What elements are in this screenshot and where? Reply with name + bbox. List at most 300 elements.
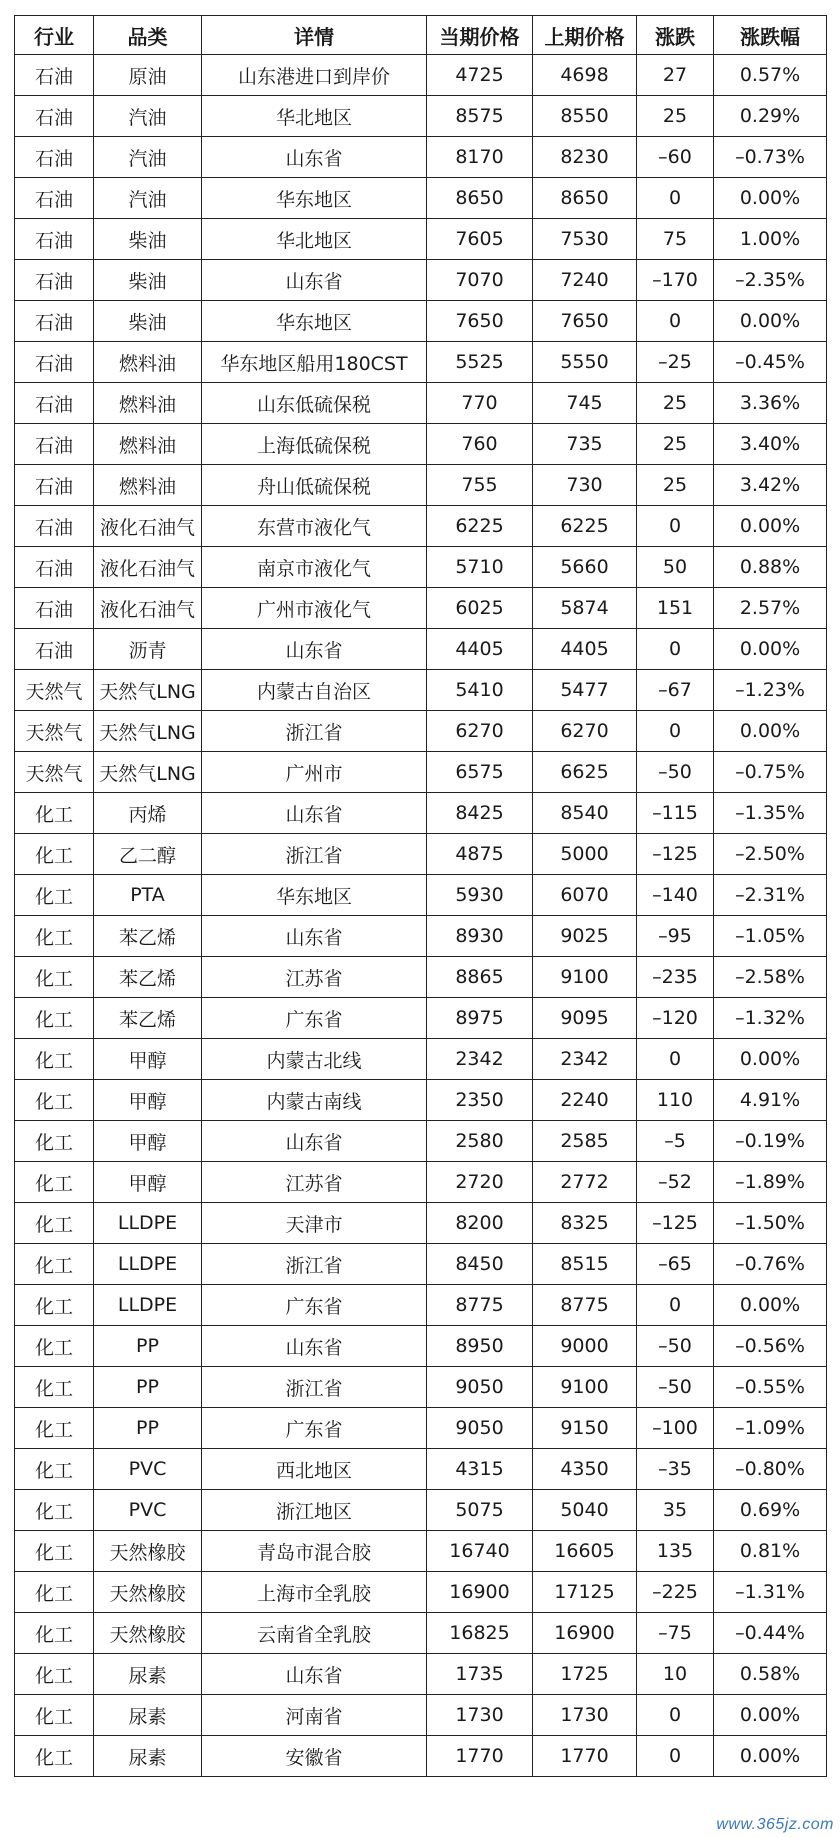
cell-change: –125 bbox=[637, 834, 714, 875]
cell-category: 汽油 bbox=[94, 137, 202, 178]
table-row bbox=[15, 219, 827, 260]
cell-change: 27 bbox=[637, 55, 714, 96]
cell-current-price: 5930 bbox=[427, 875, 533, 916]
cell-detail: 华东地区 bbox=[202, 875, 427, 916]
cell-previous-price: 8540 bbox=[533, 793, 637, 834]
header-previous-price: 上期价格 bbox=[533, 16, 637, 55]
cell-category: 原油 bbox=[94, 55, 202, 96]
cell-change: –60 bbox=[637, 137, 714, 178]
cell-change-percent: 0.00% bbox=[714, 711, 827, 752]
cell-current-price: 6225 bbox=[427, 506, 533, 547]
cell-previous-price: 8550 bbox=[533, 96, 637, 137]
cell-current-price: 6270 bbox=[427, 711, 533, 752]
cell-detail: 山东省 bbox=[202, 916, 427, 957]
cell-detail: 山东省 bbox=[202, 260, 427, 301]
cell-industry: 化工 bbox=[15, 1449, 94, 1490]
cell-detail: 华北地区 bbox=[202, 96, 427, 137]
cell-change: –52 bbox=[637, 1162, 714, 1203]
cell-change-percent: –0.19% bbox=[714, 1121, 827, 1162]
cell-detail: 浙江省 bbox=[202, 1244, 427, 1285]
cell-industry: 石油 bbox=[15, 55, 94, 96]
cell-industry: 化工 bbox=[15, 957, 94, 998]
cell-previous-price: 745 bbox=[533, 383, 637, 424]
cell-category: 汽油 bbox=[94, 178, 202, 219]
table-row bbox=[15, 547, 827, 588]
cell-detail: 天津市 bbox=[202, 1203, 427, 1244]
cell-change: –25 bbox=[637, 342, 714, 383]
cell-detail: 广州市液化气 bbox=[202, 588, 427, 629]
cell-category: 尿素 bbox=[94, 1654, 202, 1695]
cell-detail: 东营市液化气 bbox=[202, 506, 427, 547]
cell-industry: 石油 bbox=[15, 137, 94, 178]
cell-change-percent: 0.00% bbox=[714, 1736, 827, 1777]
cell-previous-price: 1730 bbox=[533, 1695, 637, 1736]
cell-change: 0 bbox=[637, 629, 714, 670]
cell-industry: 化工 bbox=[15, 1080, 94, 1121]
cell-previous-price: 5660 bbox=[533, 547, 637, 588]
cell-industry: 化工 bbox=[15, 1244, 94, 1285]
cell-detail: 山东省 bbox=[202, 1121, 427, 1162]
table-row bbox=[15, 629, 827, 670]
cell-category: PP bbox=[94, 1408, 202, 1449]
cell-industry: 化工 bbox=[15, 1490, 94, 1531]
cell-current-price: 7605 bbox=[427, 219, 533, 260]
cell-category: 尿素 bbox=[94, 1695, 202, 1736]
cell-change-percent: –0.56% bbox=[714, 1326, 827, 1367]
header-change-percent: 涨跌幅 bbox=[714, 16, 827, 55]
cell-category: 燃料油 bbox=[94, 465, 202, 506]
table-row bbox=[15, 1080, 827, 1121]
cell-change: –235 bbox=[637, 957, 714, 998]
cell-industry: 化工 bbox=[15, 793, 94, 834]
cell-detail: 内蒙古自治区 bbox=[202, 670, 427, 711]
cell-change-percent: 0.57% bbox=[714, 55, 827, 96]
cell-detail: 山东省 bbox=[202, 629, 427, 670]
cell-current-price: 2342 bbox=[427, 1039, 533, 1080]
cell-change: –50 bbox=[637, 1326, 714, 1367]
cell-change-percent: 0.58% bbox=[714, 1654, 827, 1695]
table-row bbox=[15, 670, 827, 711]
cell-current-price: 2350 bbox=[427, 1080, 533, 1121]
table-row bbox=[15, 1736, 827, 1777]
table-row bbox=[15, 1326, 827, 1367]
cell-detail: 广东省 bbox=[202, 1285, 427, 1326]
cell-industry: 天然气 bbox=[15, 670, 94, 711]
cell-change-percent: 0.81% bbox=[714, 1531, 827, 1572]
cell-detail: 华东地区船用180CST bbox=[202, 342, 427, 383]
cell-previous-price: 1725 bbox=[533, 1654, 637, 1695]
cell-change-percent: 0.00% bbox=[714, 1285, 827, 1326]
watermark-text: www.365jz.com bbox=[716, 1816, 834, 1833]
cell-change-percent: –2.50% bbox=[714, 834, 827, 875]
cell-change: 25 bbox=[637, 424, 714, 465]
cell-change: 0 bbox=[637, 1736, 714, 1777]
cell-change: –95 bbox=[637, 916, 714, 957]
cell-change-percent: –0.75% bbox=[714, 752, 827, 793]
cell-previous-price: 9100 bbox=[533, 957, 637, 998]
cell-detail: 山东省 bbox=[202, 137, 427, 178]
cell-detail: 山东省 bbox=[202, 1326, 427, 1367]
cell-change-percent: –1.89% bbox=[714, 1162, 827, 1203]
cell-previous-price: 8230 bbox=[533, 137, 637, 178]
cell-category: 尿素 bbox=[94, 1736, 202, 1777]
cell-detail: 浙江省 bbox=[202, 711, 427, 752]
table-row bbox=[15, 793, 827, 834]
cell-industry: 石油 bbox=[15, 588, 94, 629]
table-row bbox=[15, 834, 827, 875]
cell-previous-price: 2342 bbox=[533, 1039, 637, 1080]
cell-detail: 华东地区 bbox=[202, 301, 427, 342]
cell-change: 0 bbox=[637, 506, 714, 547]
cell-category: PP bbox=[94, 1367, 202, 1408]
cell-industry: 化工 bbox=[15, 1613, 94, 1654]
cell-industry: 天然气 bbox=[15, 752, 94, 793]
cell-industry: 石油 bbox=[15, 506, 94, 547]
cell-change: –225 bbox=[637, 1572, 714, 1613]
cell-change: 50 bbox=[637, 547, 714, 588]
cell-current-price: 6575 bbox=[427, 752, 533, 793]
cell-current-price: 1730 bbox=[427, 1695, 533, 1736]
table-row bbox=[15, 342, 827, 383]
header-industry: 行业 bbox=[15, 16, 94, 55]
cell-change-percent: 0.29% bbox=[714, 96, 827, 137]
cell-change-percent: 0.00% bbox=[714, 178, 827, 219]
table-row bbox=[15, 1203, 827, 1244]
table-row bbox=[15, 875, 827, 916]
cell-industry: 化工 bbox=[15, 1695, 94, 1736]
cell-current-price: 2720 bbox=[427, 1162, 533, 1203]
cell-industry: 化工 bbox=[15, 1408, 94, 1449]
cell-previous-price: 735 bbox=[533, 424, 637, 465]
cell-industry: 石油 bbox=[15, 260, 94, 301]
cell-industry: 化工 bbox=[15, 834, 94, 875]
cell-detail: 河南省 bbox=[202, 1695, 427, 1736]
cell-change: 135 bbox=[637, 1531, 714, 1572]
cell-industry: 化工 bbox=[15, 1326, 94, 1367]
table-row bbox=[15, 55, 827, 96]
cell-category: 天然橡胶 bbox=[94, 1531, 202, 1572]
header-category: 品类 bbox=[94, 16, 202, 55]
cell-detail: 广东省 bbox=[202, 1408, 427, 1449]
cell-previous-price: 7530 bbox=[533, 219, 637, 260]
cell-change-percent: –2.31% bbox=[714, 875, 827, 916]
header-detail: 详情 bbox=[202, 16, 427, 55]
cell-current-price: 4875 bbox=[427, 834, 533, 875]
cell-current-price: 4315 bbox=[427, 1449, 533, 1490]
price-table-container bbox=[14, 15, 826, 1777]
cell-change-percent: –1.35% bbox=[714, 793, 827, 834]
cell-current-price: 16740 bbox=[427, 1531, 533, 1572]
cell-detail: 华东地区 bbox=[202, 178, 427, 219]
cell-change-percent: 0.00% bbox=[714, 301, 827, 342]
cell-category: 柴油 bbox=[94, 219, 202, 260]
cell-change-percent: 3.40% bbox=[714, 424, 827, 465]
cell-category: 甲醇 bbox=[94, 1080, 202, 1121]
cell-change-percent: 1.00% bbox=[714, 219, 827, 260]
cell-detail: 内蒙古南线 bbox=[202, 1080, 427, 1121]
cell-previous-price: 9150 bbox=[533, 1408, 637, 1449]
cell-previous-price: 2240 bbox=[533, 1080, 637, 1121]
cell-category: 液化石油气 bbox=[94, 506, 202, 547]
cell-detail: 江苏省 bbox=[202, 1162, 427, 1203]
cell-current-price: 8950 bbox=[427, 1326, 533, 1367]
cell-change-percent: –0.44% bbox=[714, 1613, 827, 1654]
table-row bbox=[15, 916, 827, 957]
cell-detail: 浙江省 bbox=[202, 1367, 427, 1408]
cell-previous-price: 9095 bbox=[533, 998, 637, 1039]
cell-current-price: 9050 bbox=[427, 1408, 533, 1449]
cell-industry: 化工 bbox=[15, 1285, 94, 1326]
cell-previous-price: 8325 bbox=[533, 1203, 637, 1244]
cell-category: 甲醇 bbox=[94, 1162, 202, 1203]
cell-previous-price: 6625 bbox=[533, 752, 637, 793]
cell-change-percent: –0.55% bbox=[714, 1367, 827, 1408]
table-row bbox=[15, 137, 827, 178]
cell-industry: 石油 bbox=[15, 178, 94, 219]
cell-change: 0 bbox=[637, 1039, 714, 1080]
table-row bbox=[15, 96, 827, 137]
cell-current-price: 5410 bbox=[427, 670, 533, 711]
cell-detail: 舟山低硫保税 bbox=[202, 465, 427, 506]
cell-category: 汽油 bbox=[94, 96, 202, 137]
cell-change-percent: –0.80% bbox=[714, 1449, 827, 1490]
cell-previous-price: 4698 bbox=[533, 55, 637, 96]
cell-change: –125 bbox=[637, 1203, 714, 1244]
table-row bbox=[15, 178, 827, 219]
cell-change: –120 bbox=[637, 998, 714, 1039]
cell-previous-price: 1770 bbox=[533, 1736, 637, 1777]
cell-category: PP bbox=[94, 1326, 202, 1367]
cell-change-percent: –0.45% bbox=[714, 342, 827, 383]
cell-change: 0 bbox=[637, 711, 714, 752]
table-row bbox=[15, 1572, 827, 1613]
cell-current-price: 6025 bbox=[427, 588, 533, 629]
cell-detail: 上海市全乳胶 bbox=[202, 1572, 427, 1613]
cell-category: 丙烯 bbox=[94, 793, 202, 834]
cell-category: 柴油 bbox=[94, 260, 202, 301]
cell-previous-price: 17125 bbox=[533, 1572, 637, 1613]
cell-current-price: 760 bbox=[427, 424, 533, 465]
cell-category: 天然橡胶 bbox=[94, 1572, 202, 1613]
cell-previous-price: 9000 bbox=[533, 1326, 637, 1367]
cell-change: 25 bbox=[637, 465, 714, 506]
cell-change-percent: 4.91% bbox=[714, 1080, 827, 1121]
cell-industry: 石油 bbox=[15, 383, 94, 424]
table-row bbox=[15, 301, 827, 342]
cell-category: 苯乙烯 bbox=[94, 916, 202, 957]
cell-current-price: 16900 bbox=[427, 1572, 533, 1613]
cell-change: 25 bbox=[637, 96, 714, 137]
cell-detail: 山东低硫保税 bbox=[202, 383, 427, 424]
cell-industry: 化工 bbox=[15, 1572, 94, 1613]
table-row bbox=[15, 1408, 827, 1449]
cell-change-percent: 0.00% bbox=[714, 1695, 827, 1736]
cell-detail: 安徽省 bbox=[202, 1736, 427, 1777]
cell-change: 110 bbox=[637, 1080, 714, 1121]
table-row bbox=[15, 383, 827, 424]
cell-detail: 内蒙古北线 bbox=[202, 1039, 427, 1080]
header-current-price: 当期价格 bbox=[427, 16, 533, 55]
cell-change-percent: –1.09% bbox=[714, 1408, 827, 1449]
cell-detail: 青岛市混合胶 bbox=[202, 1531, 427, 1572]
cell-detail: 西北地区 bbox=[202, 1449, 427, 1490]
cell-change-percent: –1.05% bbox=[714, 916, 827, 957]
cell-detail: 南京市液化气 bbox=[202, 547, 427, 588]
cell-change-percent: 3.42% bbox=[714, 465, 827, 506]
table-row bbox=[15, 424, 827, 465]
cell-current-price: 4725 bbox=[427, 55, 533, 96]
cell-current-price: 4405 bbox=[427, 629, 533, 670]
cell-previous-price: 6270 bbox=[533, 711, 637, 752]
cell-industry: 化工 bbox=[15, 998, 94, 1039]
cell-industry: 化工 bbox=[15, 916, 94, 957]
cell-industry: 化工 bbox=[15, 1203, 94, 1244]
cell-current-price: 9050 bbox=[427, 1367, 533, 1408]
cell-category: 苯乙烯 bbox=[94, 998, 202, 1039]
cell-change-percent: –0.73% bbox=[714, 137, 827, 178]
cell-detail: 山东省 bbox=[202, 793, 427, 834]
table-row bbox=[15, 998, 827, 1039]
cell-previous-price: 5550 bbox=[533, 342, 637, 383]
cell-current-price: 8170 bbox=[427, 137, 533, 178]
cell-category: 天然橡胶 bbox=[94, 1613, 202, 1654]
cell-current-price: 8575 bbox=[427, 96, 533, 137]
cell-category: 燃料油 bbox=[94, 424, 202, 465]
cell-previous-price: 5874 bbox=[533, 588, 637, 629]
cell-change: –67 bbox=[637, 670, 714, 711]
cell-change: 25 bbox=[637, 383, 714, 424]
cell-change-percent: 0.00% bbox=[714, 629, 827, 670]
cell-category: 天然气LNG bbox=[94, 752, 202, 793]
cell-change: –35 bbox=[637, 1449, 714, 1490]
cell-change: 35 bbox=[637, 1490, 714, 1531]
cell-change: –140 bbox=[637, 875, 714, 916]
cell-change: 0 bbox=[637, 301, 714, 342]
cell-detail: 江苏省 bbox=[202, 957, 427, 998]
table-row bbox=[15, 506, 827, 547]
cell-category: 乙二醇 bbox=[94, 834, 202, 875]
cell-change: 151 bbox=[637, 588, 714, 629]
cell-industry: 石油 bbox=[15, 629, 94, 670]
cell-industry: 化工 bbox=[15, 1039, 94, 1080]
table-row bbox=[15, 957, 827, 998]
table-row bbox=[15, 1613, 827, 1654]
cell-industry: 化工 bbox=[15, 1736, 94, 1777]
cell-industry: 化工 bbox=[15, 1531, 94, 1572]
cell-industry: 石油 bbox=[15, 219, 94, 260]
cell-previous-price: 4350 bbox=[533, 1449, 637, 1490]
cell-change: 0 bbox=[637, 1285, 714, 1326]
table-row bbox=[15, 1490, 827, 1531]
table-row bbox=[15, 752, 827, 793]
cell-previous-price: 6225 bbox=[533, 506, 637, 547]
cell-change-percent: 0.00% bbox=[714, 1039, 827, 1080]
cell-category: 燃料油 bbox=[94, 342, 202, 383]
cell-category: LLDPE bbox=[94, 1285, 202, 1326]
cell-change-percent: –2.35% bbox=[714, 260, 827, 301]
cell-industry: 化工 bbox=[15, 1654, 94, 1695]
cell-industry: 石油 bbox=[15, 424, 94, 465]
cell-current-price: 5710 bbox=[427, 547, 533, 588]
table-row bbox=[15, 711, 827, 752]
cell-industry: 石油 bbox=[15, 342, 94, 383]
cell-current-price: 770 bbox=[427, 383, 533, 424]
cell-industry: 石油 bbox=[15, 465, 94, 506]
cell-current-price: 7070 bbox=[427, 260, 533, 301]
cell-previous-price: 8515 bbox=[533, 1244, 637, 1285]
cell-change-percent: 0.69% bbox=[714, 1490, 827, 1531]
cell-previous-price: 5040 bbox=[533, 1490, 637, 1531]
cell-detail: 广东省 bbox=[202, 998, 427, 1039]
cell-change: –170 bbox=[637, 260, 714, 301]
cell-detail: 山东港进口到岸价 bbox=[202, 55, 427, 96]
table-row bbox=[15, 1654, 827, 1695]
table-row bbox=[15, 588, 827, 629]
cell-category: 天然气LNG bbox=[94, 670, 202, 711]
cell-current-price: 8200 bbox=[427, 1203, 533, 1244]
cell-change-percent: –1.50% bbox=[714, 1203, 827, 1244]
cell-industry: 化工 bbox=[15, 1162, 94, 1203]
cell-previous-price: 6070 bbox=[533, 875, 637, 916]
cell-current-price: 5075 bbox=[427, 1490, 533, 1531]
cell-current-price: 7650 bbox=[427, 301, 533, 342]
cell-previous-price: 16605 bbox=[533, 1531, 637, 1572]
cell-change: –115 bbox=[637, 793, 714, 834]
table-row bbox=[15, 1449, 827, 1490]
table-row bbox=[15, 260, 827, 301]
header-change: 涨跌 bbox=[637, 16, 714, 55]
table-row bbox=[15, 1695, 827, 1736]
cell-industry: 石油 bbox=[15, 96, 94, 137]
cell-change: 0 bbox=[637, 178, 714, 219]
cell-change: 10 bbox=[637, 1654, 714, 1695]
cell-change-percent: –2.58% bbox=[714, 957, 827, 998]
cell-industry: 石油 bbox=[15, 547, 94, 588]
cell-previous-price: 8775 bbox=[533, 1285, 637, 1326]
cell-industry: 天然气 bbox=[15, 711, 94, 752]
cell-change: –65 bbox=[637, 1244, 714, 1285]
table-row bbox=[15, 1039, 827, 1080]
table-row bbox=[15, 465, 827, 506]
cell-change: 75 bbox=[637, 219, 714, 260]
cell-change: –50 bbox=[637, 1367, 714, 1408]
cell-previous-price: 2772 bbox=[533, 1162, 637, 1203]
cell-previous-price: 8650 bbox=[533, 178, 637, 219]
price-table bbox=[14, 15, 827, 1777]
table-row bbox=[15, 1531, 827, 1572]
cell-industry: 石油 bbox=[15, 301, 94, 342]
cell-detail: 华北地区 bbox=[202, 219, 427, 260]
cell-current-price: 8425 bbox=[427, 793, 533, 834]
cell-previous-price: 9025 bbox=[533, 916, 637, 957]
cell-current-price: 8865 bbox=[427, 957, 533, 998]
cell-previous-price: 7240 bbox=[533, 260, 637, 301]
cell-detail: 浙江地区 bbox=[202, 1490, 427, 1531]
cell-current-price: 1770 bbox=[427, 1736, 533, 1777]
cell-category: 液化石油气 bbox=[94, 588, 202, 629]
cell-previous-price: 16900 bbox=[533, 1613, 637, 1654]
cell-industry: 化工 bbox=[15, 1367, 94, 1408]
cell-detail: 广州市 bbox=[202, 752, 427, 793]
cell-change-percent: –1.31% bbox=[714, 1572, 827, 1613]
cell-current-price: 8775 bbox=[427, 1285, 533, 1326]
cell-previous-price: 5000 bbox=[533, 834, 637, 875]
cell-industry: 化工 bbox=[15, 1121, 94, 1162]
cell-current-price: 16825 bbox=[427, 1613, 533, 1654]
cell-change: –75 bbox=[637, 1613, 714, 1654]
cell-current-price: 1735 bbox=[427, 1654, 533, 1695]
header-row bbox=[15, 16, 827, 55]
